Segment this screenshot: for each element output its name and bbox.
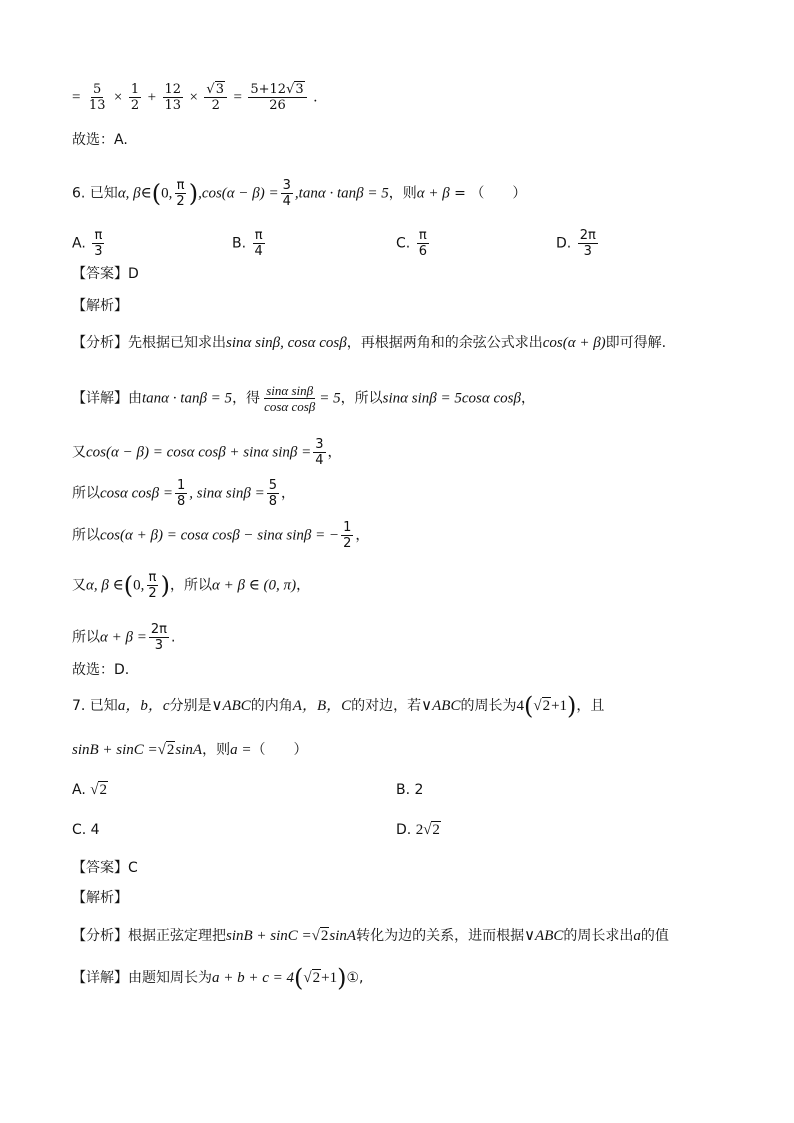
continued-equation: = $\frac{5}{13}$ × $\frac{1}{2}$ + $\frac{12}{13}$ × $\frac{√3}{2}$ = $\frac{5+12√3}{26}$ .: [72, 82, 318, 113]
q6-detail-line-2: 又cos(α − β) = cosα cosβ + sinα sinβ = $\frac{3}{4}$ ，: [72, 437, 342, 468]
q7-analysis-tag: 【解析】: [72, 890, 128, 906]
q7-option-d[interactable]: D. 2√2: [396, 822, 440, 838]
q6-stem: 6. 已知α, β∈(0, $\frac{\pi}{2}$ ),cos(α − β) = $\frac{3}{4}$ ,tanα · tanβ = 5，则α + β = （ ）: [72, 178, 527, 209]
q6-detail-line-1: 【详解】由tanα · tanβ = 5，得 $\frac{\text{sinα sinβ}}{\text{cosα cosβ}}$ = 5，所以sinα sinβ = 5cosα cosβ，: [72, 383, 535, 414]
fraction-5-13: $\frac{5}{13}$: [88, 82, 106, 113]
q7-detail-line-1: 【详解】由题知周长为a + b + c = 4(√2+1)①,: [72, 964, 364, 992]
q7-stem-line-2: sinB + sinC =√2sinA，则a =（ ）: [72, 742, 308, 758]
q6-final-answer: 故选：D.: [72, 662, 130, 678]
q7-option-a[interactable]: A. √2: [72, 782, 107, 798]
q6-option-b[interactable]: B. $\frac{\pi}{4}$: [232, 228, 263, 259]
q6-detail-line-5: 又α, β ∈(0, $\frac{\pi}{2}$ )，所以α + β ∈ (0, π)，: [72, 570, 311, 601]
q7-fenxi: 【分析】根据正弦定理把sinB + sinC =√2sinA转化为边的关系，进而根据∨ABC的周长求出a的值: [72, 928, 669, 944]
q7-option-b[interactable]: B. 2: [396, 782, 424, 798]
fraction-sqrt3-2: $\frac{√3}{2}$: [204, 82, 227, 113]
equals-sign: =: [72, 89, 81, 106]
q6-analysis-tag: 【解析】: [72, 298, 128, 314]
q7-stem-line-1: 7. 已知a，b，c分别是∨ABC的内角A，B，C的对边，若∨ABC的周长为4(√2+1)，且: [72, 692, 605, 720]
q6-option-a[interactable]: A. $\frac{\pi}{3}$: [72, 228, 103, 259]
q5-final-answer: 故选：A.: [72, 132, 128, 148]
fraction-result: $\frac{5+12√3}{26}$: [248, 82, 306, 113]
q6-answer: 【答案】D: [72, 266, 139, 282]
q6-option-d[interactable]: D. $\frac{2\pi}{3}$: [556, 228, 596, 259]
sqrt-sign: √3: [206, 82, 224, 97]
q7-option-c[interactable]: C. 4: [72, 822, 100, 838]
q6-detail-line-3: 所以cosα cosβ = $\frac{1}{8}$ , sinα sinβ = $\frac{5}{8}$ ，: [72, 478, 296, 509]
q6-fenxi: 【分析】先根据已知求出sinα sinβ, cosα cosβ，再根据两角和的余弦公式求出cos(α + β)即可得解.: [72, 335, 667, 351]
q7-answer: 【答案】C: [72, 860, 138, 876]
q6-detail-line-4: 所以cos(α + β) = cosα cosβ − sinα sinβ = − $\frac{1}{2}$ ，: [72, 520, 370, 551]
q6-detail-line-6: 所以α + β = $\frac{2\pi}{3}$ .: [72, 622, 176, 653]
fraction-12-13: $\frac{12}{13}$: [164, 82, 182, 113]
fraction-1-2: $\frac{1}{2}$: [130, 82, 140, 113]
q6-option-c[interactable]: C. $\frac{\pi}{6}$: [396, 228, 427, 259]
